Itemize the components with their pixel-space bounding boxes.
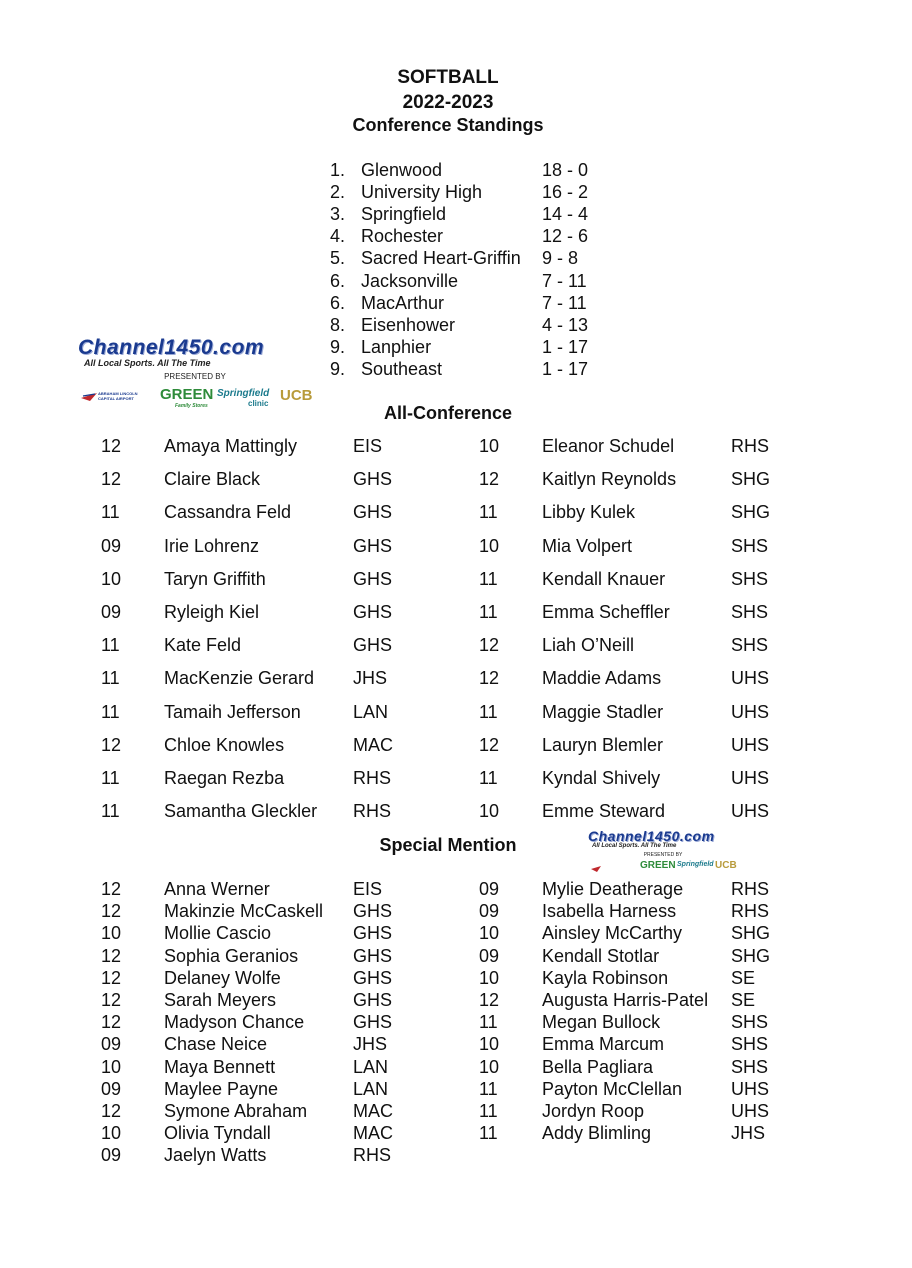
player-school: UHS [731,1078,770,1099]
player-grade: 09 [101,1145,122,1166]
player-school: JHS [353,1034,388,1055]
player-grade: 12 [101,990,122,1010]
standings-record: 18 - 0 [542,160,589,180]
player-name: Kaitlyn Reynolds [542,469,677,490]
player-grade: 11 [479,768,498,788]
player-name: Claire Black [164,469,261,490]
player-grade: 12 [101,1012,122,1033]
player-name: Lauryn Blemler [542,734,664,755]
sponsor-logo-small [588,828,738,878]
player-name: Maylee Payne [164,1078,279,1099]
player-name: Kate Feld [164,635,242,656]
standings-rank: 9. [330,336,346,357]
player-name: Irie Lohrenz [164,535,260,556]
player-school: GHS [353,568,393,589]
standings-rank: 1. [330,160,346,180]
logo-tagline: All Local Sports. All The Time [84,358,211,368]
player-name: Raegan Rezba [164,768,285,788]
player-grade: 11 [101,768,120,788]
player-name: MacKenzie Gerard [164,668,315,689]
player-name: Mylie Deatherage [542,879,684,899]
player-grade: 10 [101,568,122,589]
player-school: LAN [353,1078,389,1099]
season-title: 2022-2023 [402,92,494,113]
standings-rank: 3. [330,204,346,225]
logo-presented-by-small: PRESENTED BY [643,852,683,858]
player-grade: 10 [101,1123,122,1144]
player-school: UHS [731,668,770,689]
player-grade: 11 [479,1078,498,1099]
airport-icon [80,389,98,403]
player-school: LAN [353,701,389,722]
player-name: Chase Neice [164,1034,268,1055]
sponsor-clinic: clinic [248,399,269,408]
player-name: Addy Blimling [542,1123,652,1144]
player-name: Emme Steward [542,801,666,822]
player-school: SE [731,990,756,1010]
player-school: UHS [731,734,770,755]
player-name: Kendall Knauer [542,568,666,589]
player-school: GHS [353,901,393,922]
standings-team: University High [361,182,483,203]
player-name: Emma Scheffler [542,602,670,622]
player-school: SHS [731,1056,769,1077]
player-school: UHS [731,701,770,722]
player-school: GHS [353,602,393,622]
player-grade: 09 [101,602,122,622]
player-grade: 10 [479,1034,500,1055]
player-name: Maggie Stadler [542,701,664,722]
player-name: Mollie Cascio [164,923,272,944]
player-name: Symone Abraham [164,1101,308,1121]
sponsor-green: GREEN [160,386,214,403]
player-school: GHS [353,967,393,988]
player-name: Jaelyn Watts [164,1145,267,1166]
player-name: Jordyn Roop [542,1101,645,1121]
player-grade: 12 [101,1101,122,1121]
sport-title: SOFTBALL [397,67,499,88]
standings-rank: 8. [330,314,346,335]
standings-team: Rochester [361,226,444,247]
player-name: Ainsley McCarthy [542,923,683,944]
sponsor-row-small [588,859,738,877]
player-name: Liah O’Neill [542,635,635,656]
player-grade: 11 [479,1123,498,1144]
player-school: UHS [731,768,770,788]
standings-team: MacArthur [361,292,445,313]
sponsor-green-sub: Family Stores [175,403,208,409]
player-grade: 11 [479,1101,498,1121]
player-name: Ryleigh Kiel [164,602,260,622]
channel1450-logo: Channel1450.com [78,336,265,359]
player-grade: 12 [101,436,122,456]
logo-tagline-small: All Local Sports. All The Time [592,843,677,849]
standings-rank: 9. [330,358,346,379]
standings-team: Jacksonville [361,270,459,291]
player-school: SHS [731,602,769,622]
player-school: GHS [353,635,393,656]
standings-heading: Conference Standings [352,115,544,135]
player-school: LAN [353,1056,389,1077]
standings-record: 1 - 17 [542,358,589,379]
player-school: UHS [731,801,770,822]
player-name: Bella Pagliara [542,1056,654,1077]
player-grade: 09 [479,879,500,899]
player-grade: 11 [101,801,120,822]
player-grade: 09 [479,901,500,922]
player-school: MAC [353,734,393,755]
player-grade: 11 [479,602,498,622]
player-school: GHS [353,1012,393,1033]
player-name: Emma Marcum [542,1034,665,1055]
sponsor-springfield-small: Springfield [677,861,714,868]
player-name: Sophia Geranios [164,945,299,966]
player-school: GHS [353,923,393,944]
player-name: Mia Volpert [542,535,633,556]
player-grade: 10 [479,923,500,944]
player-grade: 12 [101,469,122,490]
player-grade: 11 [101,502,120,523]
standings-rank: 6. [330,270,346,291]
channel1450-logo-small: Channel1450.com [588,828,715,844]
standings-record: 9 - 8 [542,248,579,269]
player-name: Payton McClellan [542,1078,683,1099]
player-school: RHS [731,436,770,456]
player-grade: 10 [479,1056,500,1077]
standings-record: 14 - 4 [542,204,589,225]
airport-icon-small [590,863,602,873]
player-name: Delaney Wolfe [164,967,281,988]
player-grade: 10 [479,967,500,988]
standings-team: Glenwood [361,160,443,180]
player-name: Kyndal Shively [542,768,661,788]
special-mention-heading: Special Mention [379,835,517,855]
player-school: JHS [353,668,388,689]
player-school: SHS [731,535,769,556]
player-name: Kendall Stotlar [542,945,660,966]
player-name: Amaya Mattingly [164,436,298,456]
player-grade: 11 [101,635,120,656]
player-grade: 12 [479,668,500,689]
standings-record: 16 - 2 [542,182,589,203]
player-name: Tamaih Jefferson [164,701,301,722]
player-school: GHS [353,502,393,523]
player-name: Makinzie McCaskell [164,901,324,922]
player-name: Megan Bullock [542,1012,661,1033]
player-name: Libby Kulek [542,502,636,523]
player-school: EIS [353,436,383,456]
player-school: RHS [353,768,392,788]
player-school: RHS [731,901,770,922]
player-school: SHG [731,469,771,490]
sponsor-ucb: UCB [280,387,313,404]
player-grade: 12 [101,734,122,755]
player-school: RHS [353,1145,392,1166]
player-school: GHS [353,990,393,1010]
player-school: RHS [353,801,392,822]
player-grade: 11 [479,568,498,589]
logo-presented-by: PRESENTED BY [164,372,226,381]
standings-record: 4 - 13 [542,314,589,335]
player-name: Maddie Adams [542,668,662,689]
player-grade: 11 [479,701,498,722]
player-school: SHS [731,568,769,589]
player-name: Madyson Chance [164,1012,305,1033]
player-name: Samantha Gleckler [164,801,318,822]
player-school: RHS [731,879,770,899]
player-school: JHS [731,1123,766,1144]
sponsor-springfield: Springfield [217,388,270,399]
player-name: Sarah Meyers [164,990,277,1010]
player-grade: 12 [101,967,122,988]
player-school: SHG [731,502,771,523]
player-grade: 10 [101,923,122,944]
player-grade: 09 [101,1078,122,1099]
player-grade: 12 [101,879,122,899]
standings-team: Southeast [361,358,443,379]
player-school: GHS [353,535,393,556]
player-name: Isabella Harness [542,901,677,922]
player-grade: 11 [101,701,120,722]
player-school: EIS [353,879,383,899]
standings-record: 7 - 11 [542,292,587,313]
sponsor-green-small: GREEN [640,860,676,871]
player-grade: 11 [479,1012,498,1033]
player-name: Cassandra Feld [164,502,292,523]
player-school: SHG [731,945,771,966]
player-name: Olivia Tyndall [164,1123,271,1144]
standings-team: Springfield [361,204,447,225]
player-grade: 09 [101,535,122,556]
sponsor-logo [78,336,312,412]
player-school: MAC [353,1123,393,1144]
player-name: Chloe Knowles [164,734,285,755]
standings-rank: 4. [330,226,346,247]
player-grade: 11 [101,668,120,689]
player-grade: 12 [479,990,500,1010]
player-grade: 12 [101,945,122,966]
standings-rank: 6. [330,292,346,313]
player-school: SHG [731,923,771,944]
player-grade: 10 [479,801,500,822]
sponsor-airport: ABRAHAM LINCOLN CAPITAL AIRPORT [98,391,138,401]
player-grade: 09 [479,945,500,966]
player-grade: 12 [101,901,122,922]
player-grade: 09 [101,1034,122,1055]
standings-record: 12 - 6 [542,226,589,247]
player-grade: 10 [479,436,500,456]
player-school: SE [731,967,756,988]
standings-record: 7 - 11 [542,270,587,291]
player-grade: 10 [101,1056,122,1077]
player-school: SHS [731,1012,769,1033]
player-grade: 12 [479,635,500,656]
standings-team: Lanphier [361,336,432,357]
standings-team: Sacred Heart-Griffin [361,248,521,269]
sponsor-ucb-small: UCB [715,860,737,871]
player-grade: 12 [479,469,500,490]
player-school: MAC [353,1101,393,1121]
standings-team: Eisenhower [361,314,456,335]
player-school: UHS [731,1101,770,1121]
player-grade: 10 [479,535,500,556]
player-school: GHS [353,469,393,490]
standings-rank: 5. [330,248,346,269]
player-grade: 11 [479,502,498,523]
player-name: Taryn Griffith [164,568,266,589]
player-name: Maya Bennett [164,1056,276,1077]
player-name: Anna Werner [164,879,270,899]
player-grade: 12 [479,734,500,755]
all-conference-heading: All-Conference [383,403,513,423]
player-school: GHS [353,945,393,966]
player-name: Augusta Harris-Patel [542,990,709,1010]
standings-record: 1 - 17 [542,336,589,357]
player-school: SHS [731,635,769,656]
player-school: SHS [731,1034,769,1055]
player-name: Eleanor Schudel [542,436,675,456]
standings-rank: 2. [330,182,346,203]
player-name: Kayla Robinson [542,967,669,988]
